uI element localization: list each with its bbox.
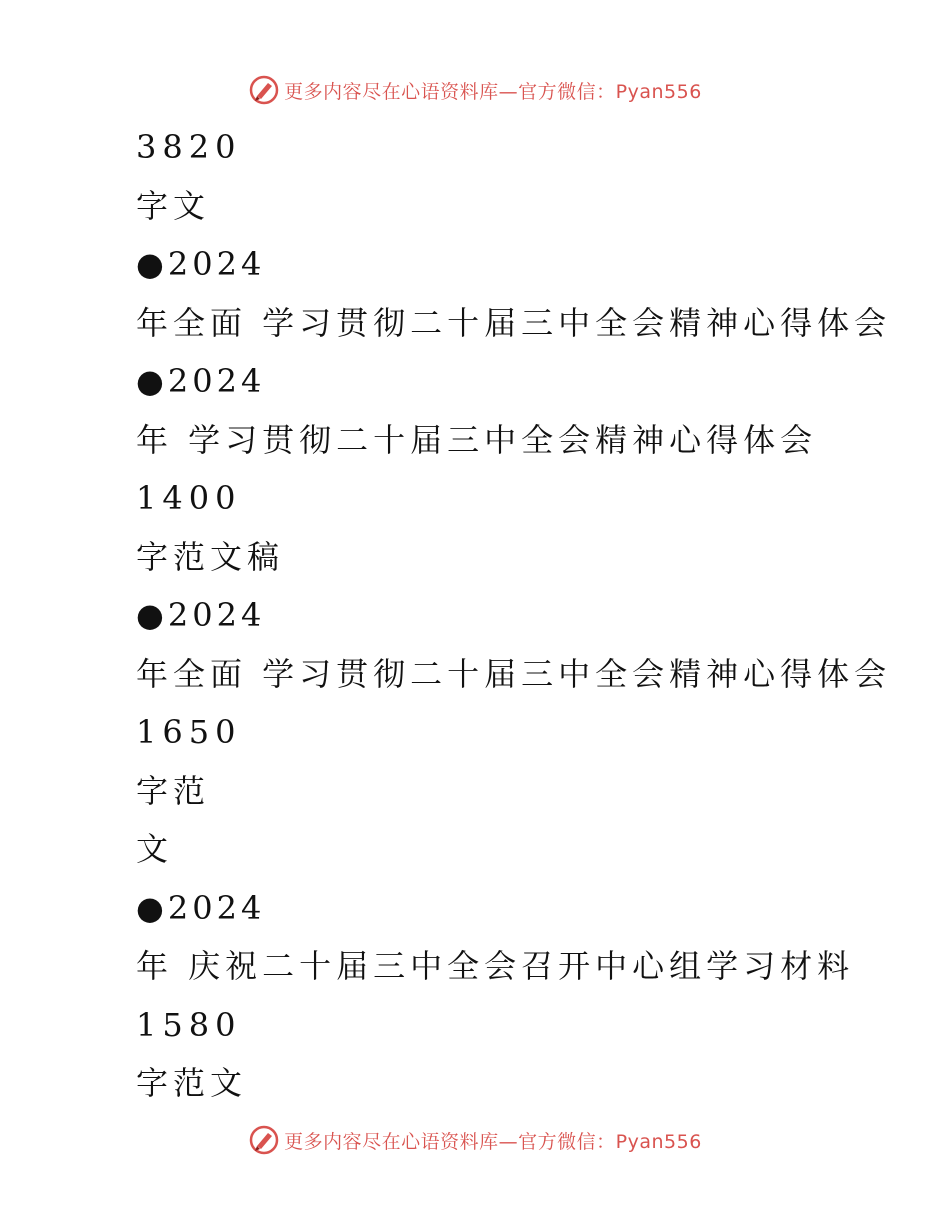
word-count: 1580 [136, 1005, 242, 1044]
pen-logo-icon [248, 1124, 280, 1156]
header-watermark [0, 70, 950, 110]
document-body [136, 118, 916, 1113]
item-title: 年全面 学习贯彻二十届三中全会精神心得体会 [136, 654, 892, 693]
bullet-year: ●2024 [136, 245, 266, 283]
footer-watermark [0, 1120, 950, 1160]
word-count: 1650 [136, 713, 242, 751]
header-watermark-text: 更多内容尽在心语资料库—官方微信：Pyan556 [284, 80, 702, 103]
item-title: 年全面 学习贯彻二十届三中全会精神心得体会 [136, 303, 892, 342]
bullet-year: ●2024 [136, 596, 266, 634]
body-line: 文 [136, 830, 174, 868]
body-line: 字范文 [136, 1064, 248, 1102]
word-count: 1400 [136, 479, 242, 517]
bullet-year: ●2024 [136, 888, 266, 927]
body-line: 字范文稿 [136, 537, 285, 576]
body-line: 字范 [136, 771, 211, 810]
item-title: 年 庆祝二十届三中全会召开中心组学习材料 [136, 947, 855, 985]
pen-logo-icon [248, 74, 280, 106]
item-title: 年 学习贯彻二十届三中全会精神心得体会 [136, 420, 818, 459]
word-count: 3820 [136, 128, 242, 166]
footer-watermark-text: 更多内容尽在心语资料库—官方微信：Pyan556 [284, 1130, 702, 1153]
body-line: 字文 [136, 186, 211, 225]
bullet-year: ●2024 [136, 362, 266, 400]
